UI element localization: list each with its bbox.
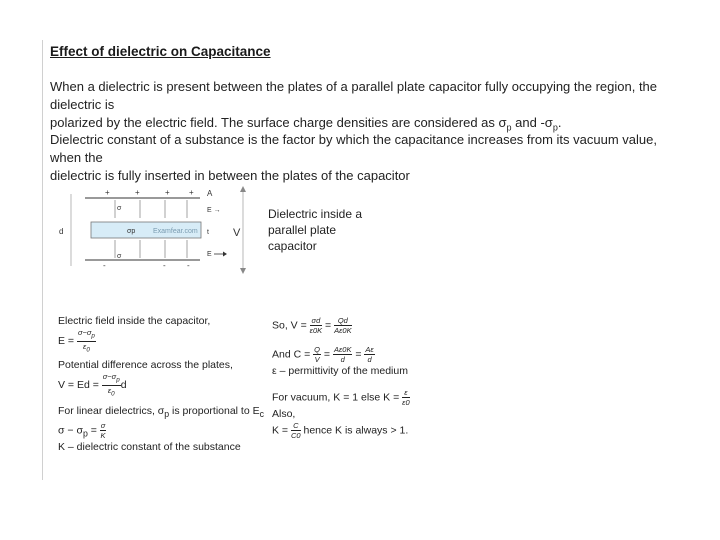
V-lhs: V = Ed = [58,378,102,391]
c-eq1: = [321,348,333,361]
V-num: σ−σ [102,372,117,381]
so-eq: = [322,319,335,332]
so-num1: σd [311,316,321,325]
so-num2: Qd [334,316,351,326]
sigma-top: σ [117,205,122,212]
right-eps-line: ε – permittivity of the medium [272,365,408,377]
E-den: ε [83,341,87,351]
so-den2: Aε0K [334,326,352,335]
V-fraction [102,372,121,398]
left-E-formula [58,328,268,354]
V-den-sub: 0 [111,390,115,397]
c-frac-3 [364,345,374,364]
k-den: C0 [290,431,301,440]
plus-4: + [189,188,194,197]
plus-3: + [165,188,170,197]
k-num: C [291,421,301,431]
c-frac-1 [313,345,321,364]
so-frac-2 [334,316,351,335]
sig-den: K [100,431,106,441]
minus-1: - [103,261,106,270]
p1-mid: and -σ [511,115,553,130]
p1-end: . [557,115,562,130]
V-num-sub: p [116,376,120,384]
vac-num: ε [402,388,409,398]
V-tail: d [120,378,127,391]
so-den1: ε0K [309,326,323,335]
c-den3: d [367,355,372,364]
sig-num: σ [100,421,106,431]
linear-sub-c: c [259,409,264,420]
c-eq2: = [352,348,365,361]
watermark: Examfear.com [153,228,198,235]
minus-2: - [163,261,166,270]
E-den-sub: 0 [86,346,90,353]
c-frac-2 [333,345,352,364]
vac-den: ε0 [402,398,410,407]
page-title: Effect of dielectric on Capacitance [50,44,271,59]
left-line-K: K – dielectric constant of the substance [58,441,241,454]
k-frac [291,421,301,440]
V-label: V [233,227,241,239]
linear-mid: is proportional to E [169,405,260,417]
p1-sub-p: p [506,122,512,133]
caption-line-3: capacitor [268,239,317,253]
left-formula-block [58,314,268,454]
sigma-p-label: σp [127,228,136,235]
right-k-formula [272,421,452,440]
so-lhs: So, V = [272,319,310,332]
p2-line1: Dielectric constant of a substance is the factor by which the capacitance increases from its vacuum value, when the [50,132,657,165]
right-c-formula [272,345,452,364]
left-line-field: Electric field inside the capacitor, [58,315,211,327]
diagram-caption [268,206,362,254]
right-vac-line [272,388,452,407]
E-num-sub: p [91,332,95,340]
E-label: E [207,251,212,258]
A-label: A [207,189,213,198]
linear-pre: For linear dielectrics, σ [58,405,165,417]
k-lhs: K = [272,424,291,437]
p1-line1: When a dielectric is present between the plates of a parallel plate capacitor fully occupying the region, the dielectric is [50,79,658,112]
left-line-potential: Potential difference across the plates, [58,359,233,371]
c-lhs: And C = [272,348,314,361]
sigma-bottom: σ [117,253,122,260]
left-line-linear [58,404,268,421]
E0-label: E → [207,207,221,214]
c-den2: d [340,355,345,364]
sig-eq: = [87,424,100,437]
right-formula-block [272,316,452,440]
left-sigma-formula [58,421,268,440]
left-V-formula [58,372,268,398]
E-num: σ−σ [77,328,92,337]
p2-line2: dielectric is fully inserted in between the plates of the capacitor [50,168,410,183]
caption-line-1: Dielectric inside a [268,207,363,221]
paragraph-polarization [50,78,660,137]
vac-text: For vacuum, K = 1 else K = [272,391,403,404]
right-also: Also, [272,408,296,420]
k-tail: hence K is always > 1. [300,424,409,437]
c-den1: V [314,355,320,364]
E-fraction [77,328,96,354]
plus-1: + [105,188,110,197]
page-left-rule [42,40,43,480]
linear-sub-p: p [164,409,170,420]
p1-sub-p2: p [552,122,558,133]
vac-frac [402,388,409,407]
V-den: ε [107,385,112,395]
E-lhs: E = [58,334,77,347]
so-frac-1 [310,316,322,335]
p1-line2: polarized by the electric field. The surface charge densities are considered as σ [50,115,507,130]
sig-sub-p: p [82,428,88,439]
c-num1: Q [314,345,320,354]
t-label: t [207,229,209,236]
capacitor-diagram [50,184,260,274]
caption-line-2: parallel plate [268,223,337,237]
paragraph-dielectric-constant [50,131,660,185]
plus-2: + [135,188,140,197]
c-num3: Aε [365,345,374,354]
sig-lhs: σ − σ [58,424,83,437]
right-so-formula [272,316,452,335]
sig-fraction [100,421,107,440]
minus-3: - [187,261,190,270]
d-label: d [59,227,64,236]
c-num2: Aε0K [333,345,352,354]
